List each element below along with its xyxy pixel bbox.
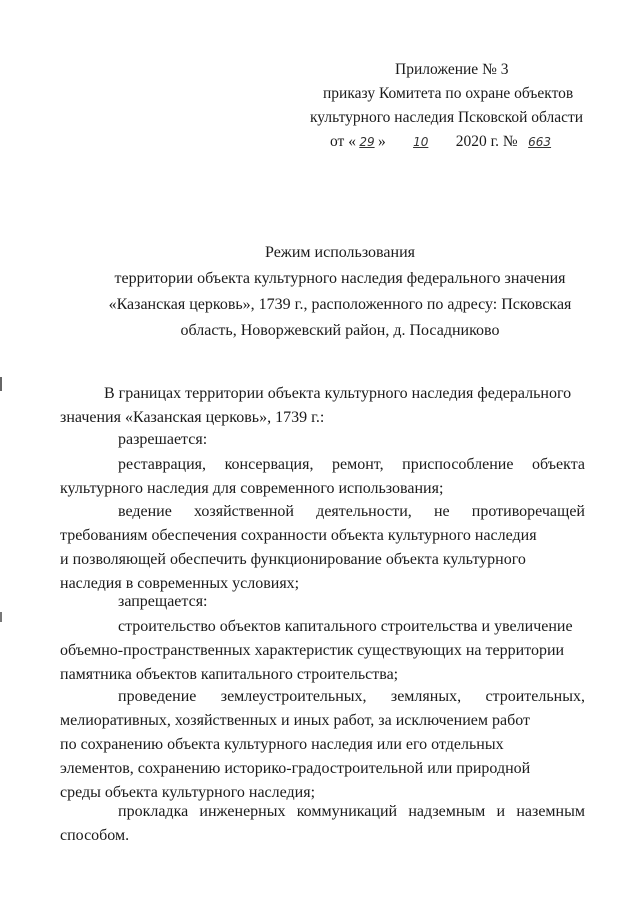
date-day-handwritten: 29 xyxy=(359,135,375,149)
document-title xyxy=(60,240,620,344)
title-line: область, Новоржевский район, д. Посадниково xyxy=(180,322,500,339)
date-mid: » xyxy=(377,133,386,150)
allowed-heading: разрешается: xyxy=(118,431,208,448)
forbidden-item-2: проведение землеустроительных, земляных, строительных, мелиоративных, хозяйственных и иных работ, за исключением работ по сохранению объекта культурного наследия или его отдельных элементов, сохранению историко-градостроительной или природной среды объекта культурного наследия; xyxy=(60,688,585,801)
appendix-number: Приложение № 3 xyxy=(395,61,509,78)
allowed-item-1: реставрация, консервация, ремонт, приспособление объекта культурного наследия для современного использования; xyxy=(60,456,585,497)
allowed-item-2: ведение хозяйственной деятельности, не противоречащей требованиям обеспечения сохранности объекта культурного наследия и позволяющей обеспечить функционирование объекта культурного наследия в современных условиях; xyxy=(60,503,585,592)
title-line: «Казанская церковь», 1739 г., расположенного по адресу: Псковская xyxy=(108,296,572,313)
date-prefix: от « xyxy=(330,133,356,150)
title-line: территории объекта культурного наследия федерального значения xyxy=(114,270,566,287)
intro-paragraph: В границах территории объекта культурного наследия федерального значения «Казанская церковь», 1739 г.: xyxy=(60,385,572,426)
appendix-order-ref: приказу Комитета по охране объектов xyxy=(323,85,574,102)
title-line: Режим использования xyxy=(265,244,415,261)
appendix-committee: культурного наследия Псковской области xyxy=(310,109,584,126)
scan-edge-mark xyxy=(0,612,2,622)
forbidden-item-3: прокладка инженерных коммуникаций надземным и наземным способом. xyxy=(60,803,585,844)
forbidden-item-1: строительство объектов капитального строительства и увеличение объемно-пространственных характеристик существующих на территории памятника объектов капитального строительства; xyxy=(60,618,573,683)
forbidden-heading: запрещается: xyxy=(118,593,208,610)
order-number-handwritten: 663 xyxy=(528,135,552,149)
date-year: 2020 г. № xyxy=(455,133,518,150)
date-month-handwritten: 10 xyxy=(413,135,429,149)
appendix-date-line xyxy=(330,130,558,154)
scan-edge-mark xyxy=(0,377,2,391)
